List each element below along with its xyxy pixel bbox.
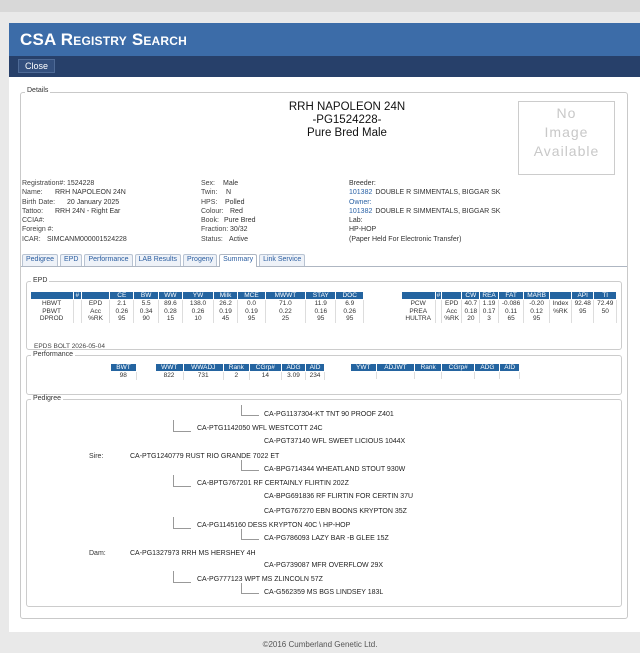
epd-right-cell: 1.19	[480, 300, 499, 308]
epd-left-header: Milk	[213, 292, 237, 300]
sire-label: Sire:	[89, 453, 104, 460]
epd-right-cell: Index	[549, 300, 571, 308]
sds-link[interactable]: CA-BPG714344 WHEATLAND STOUT 930W	[264, 466, 406, 473]
wean-header: AID	[306, 364, 325, 372]
epd-right-cell: Acc	[441, 308, 462, 316]
pedigree-connector	[173, 475, 191, 487]
epd-left-cell: 138.0	[183, 300, 214, 308]
epd-left-cell: 95	[336, 315, 364, 323]
breeder-info	[349, 179, 500, 244]
pedigree-connector	[173, 517, 191, 529]
tab-epd[interactable]: EPD	[60, 254, 82, 266]
tab-bar	[21, 254, 627, 267]
epd-right-header: REA	[480, 292, 499, 300]
weaning-table	[155, 363, 325, 380]
horse-registration-id: -PG1524228-	[312, 114, 382, 126]
owner-link[interactable]: 101382	[349, 207, 373, 215]
epd-left-cell: 6.9	[336, 300, 364, 308]
epd-left-cell: 45	[213, 315, 237, 323]
epd-right-cell: 0.12	[524, 308, 550, 316]
epd-left-header	[81, 292, 109, 300]
epd-left-header: BW	[134, 292, 158, 300]
wean-header: WWADJ	[183, 364, 223, 372]
info-value: Polled	[225, 198, 245, 206]
info-label: Registration#:	[22, 180, 66, 187]
info-value: 30/32	[230, 226, 248, 234]
sire-dam-link[interactable]: CA-BPTG767201 RF CERTAINLY FLIRTIN 202Z	[197, 480, 349, 487]
epd-left-cell: 15	[158, 315, 182, 323]
info-label: Book:	[201, 217, 219, 225]
performance-legend: Performance	[33, 351, 74, 358]
wean-cell: 3.09	[281, 372, 305, 380]
info-value: RRH 24N - Right Ear	[55, 207, 121, 215]
wean-cell: 731	[183, 372, 223, 380]
info-value: SIMCANM000001524228	[47, 235, 127, 243]
epd-left-cell: 95	[238, 315, 266, 323]
ssd-link[interactable]: CA-PGT37140 WFL SWEET LICIOUS 1044X	[264, 438, 406, 445]
bwt-header: BWT	[111, 364, 137, 372]
epd-left-cell: Acc	[81, 308, 109, 316]
epd-left-cell: 0.28	[158, 308, 182, 316]
epd-left-cell	[73, 300, 81, 308]
no-image-line: Available	[533, 143, 600, 159]
performance-section	[26, 351, 622, 395]
tab-progeny[interactable]: Progeny	[183, 254, 217, 266]
epd-right-header: FAT	[498, 292, 523, 300]
info-label: Colour:	[201, 207, 224, 215]
wean-cell: 2	[223, 372, 249, 380]
epd-right-header: CW	[462, 292, 480, 300]
epd-left-cell: 0.16	[306, 308, 336, 316]
year-cell	[442, 372, 475, 380]
lab-note: (Paper Held For Electronic Transfer)	[349, 235, 462, 243]
epd-left-header	[31, 292, 74, 300]
owner-name: DOUBLE R SIMMENTALS, BIGGAR SK	[375, 207, 501, 215]
year-cell	[415, 372, 442, 380]
info-value: 20 January 2025	[67, 198, 120, 206]
epd-left-cell: 11.9	[306, 300, 336, 308]
epd-left-cell: 89.6	[158, 300, 182, 308]
content-area	[9, 77, 640, 632]
year-header: Rank	[415, 364, 442, 372]
dam-sire-link[interactable]: CA-PG1145160 DESS KRYPTON 40C \ HP-HOP	[197, 522, 351, 529]
epd-footnote: EPDS BOLT 2026-05-04	[34, 343, 105, 350]
browser-top-strip	[0, 0, 640, 12]
dam-label: Dam:	[89, 550, 106, 557]
epd-right-cell: HULTRA	[402, 315, 436, 323]
sdd-link[interactable]: CA-BPG691836 RF FLIRTIN FOR CERTIN 37U	[264, 493, 414, 500]
info-label: Sex:	[201, 180, 216, 187]
epd-right-cell: 3	[480, 315, 499, 323]
epd-left-cell	[73, 308, 81, 316]
epd-left-cell: PBWT	[31, 308, 74, 316]
pedigree-section	[26, 395, 622, 607]
epd-left-cell: 90	[134, 315, 158, 323]
epd-left-header: DOC	[336, 292, 364, 300]
no-image-line: No	[556, 105, 577, 121]
epd-left-cell: 0.22	[265, 308, 305, 316]
epd-left-cell: 0.26	[110, 308, 134, 316]
dam-dam-link[interactable]: CA-PG777123 WPT MS ZLINCOLN 57Z	[197, 576, 323, 583]
pedigree-connector	[173, 571, 191, 583]
epd-left-header: CE	[110, 292, 134, 300]
wean-header: ADG	[281, 364, 305, 372]
info-label: Twin:	[201, 189, 218, 197]
epd-right-cell: -0.086	[498, 300, 523, 308]
tab-pedigree[interactable]: Pedigree	[22, 254, 58, 266]
tab-lab-results[interactable]: LAB Results	[135, 254, 182, 266]
epd-left-cell	[73, 315, 81, 323]
epd-right-header: TI	[594, 292, 617, 300]
epd-left-cell: 95	[110, 315, 134, 323]
info-value: N	[226, 189, 232, 197]
epd-right-cell: %RK	[441, 315, 462, 323]
epd-left-cell: 0.26	[183, 308, 214, 316]
epd-left-cell: 95	[306, 315, 336, 323]
sire-sire-link[interactable]: CA-PTG1142050 WFL WESTCOTT 24C	[197, 425, 323, 432]
epd-left-cell: HBWT	[31, 300, 74, 308]
registration-info	[22, 179, 127, 244]
epd-right-header: #	[436, 292, 441, 299]
epd-right-cell	[549, 315, 571, 323]
pedigree-connector	[173, 420, 191, 432]
bwt-value: 98	[111, 372, 137, 380]
epd-right-cell: 40.7	[462, 300, 480, 308]
wean-cell: 822	[156, 372, 184, 380]
epd-legend: EPD	[33, 277, 48, 284]
info-label: CCIA#:	[22, 217, 45, 225]
epd-left-cell: 0.34	[134, 308, 158, 316]
epd-right-cell: 20	[462, 315, 480, 323]
epd-right-cell: PREA	[402, 308, 436, 316]
epd-left-header: MWWT	[265, 292, 305, 300]
footer-copyright: ©2016 Cumberland Genetic Ltd.	[262, 640, 378, 649]
dam-link[interactable]: CA-PG1327973 RRH MS HERSHEY 4H	[130, 550, 256, 557]
epd-left-header: WW	[158, 292, 182, 300]
year-header: ADG	[475, 364, 500, 372]
epd-right-cell: 72.49	[594, 300, 617, 308]
info-label: ICAR:	[22, 235, 41, 243]
epd-left-cell: 10	[183, 315, 214, 323]
epd-left-cell: 0.19	[213, 308, 237, 316]
info-value	[53, 225, 55, 234]
epd-right-cell: %RK	[549, 308, 571, 316]
epd-right-header: API	[571, 292, 593, 300]
info-value	[53, 216, 55, 225]
info-value: RRH NAPOLEON 24N	[55, 189, 126, 197]
yearling-table	[350, 363, 520, 379]
info-label: Tattoo:	[22, 207, 44, 215]
horse-name: RRH NAPOLEON 24N	[288, 101, 406, 113]
lab-label: Lab:	[349, 217, 363, 225]
epd-left-header: MCE	[238, 292, 266, 300]
year-header: CGrp#	[442, 364, 475, 372]
epd-right-cell: PCW	[402, 300, 436, 308]
toolbar	[9, 56, 640, 77]
epd-right-cell	[571, 315, 593, 323]
epd-table-left	[30, 291, 364, 323]
wean-cell: 14	[249, 372, 281, 380]
year-header: AID	[500, 364, 520, 372]
epd-right-cell: -0.20	[524, 300, 550, 308]
epd-right-header	[441, 292, 462, 300]
epd-right-header: MARB	[524, 292, 550, 300]
epd-left-header: #	[73, 292, 81, 300]
details-legend: Details	[27, 87, 49, 94]
epd-right-cell: 92.48	[571, 300, 593, 308]
lab-value: HP-HOP	[349, 226, 377, 234]
pedigree-connector	[241, 529, 259, 540]
epd-left-cell: 5.5	[134, 300, 158, 308]
horse-breed-status: Pure Bred Male	[307, 127, 387, 139]
details-panel	[20, 87, 628, 619]
year-cell	[500, 372, 520, 380]
epd-right-cell: EPD	[441, 300, 462, 308]
info-label: Status:	[201, 235, 223, 243]
app-title: CSA Registry Search	[20, 30, 188, 49]
owner-label: Owner:	[349, 198, 372, 206]
breeder-name: DOUBLE R SIMMENTALS, BIGGAR SK	[375, 189, 501, 197]
info-label: HPS:	[201, 198, 218, 206]
pedigree-connector	[241, 405, 259, 416]
epd-right-cell: 0.17	[480, 308, 499, 316]
epd-right-cell: 65	[498, 315, 523, 323]
tab-performance[interactable]: Performance	[84, 254, 132, 266]
epd-left-cell: 0.26	[336, 308, 364, 316]
epd-left-cell: 71.0	[265, 300, 305, 308]
window-title	[9, 23, 640, 56]
info-value: Male	[223, 180, 239, 187]
close-button[interactable]: Close	[18, 59, 55, 73]
breeder-link[interactable]: 101382	[349, 189, 373, 197]
wean-cell: 234	[306, 372, 325, 380]
pedigree-legend: Pedigree	[33, 395, 62, 402]
dds-link[interactable]: CA-PG739087 MFR OVERFLOW 29X	[264, 562, 384, 569]
sss-link[interactable]: CA-PG1137304-KT TNT 90 PROOF Z401	[264, 411, 394, 418]
info-value: Pure Bred	[224, 217, 256, 225]
dsd-link[interactable]: CA-PG786093 LAZY BAR -B GLEE 15Z	[264, 535, 389, 542]
breeder-label: Breeder:	[349, 180, 376, 187]
epd-right-cell: 0.11	[498, 308, 523, 316]
epd-left-cell: EPD	[81, 300, 109, 308]
year-cell	[475, 372, 500, 380]
pedigree-connector	[241, 460, 259, 471]
pedigree-connector	[241, 583, 259, 594]
epd-right-header	[402, 292, 436, 300]
epd-left-cell: 2.1	[110, 300, 134, 308]
epd-right-cell	[594, 315, 617, 323]
epd-right-cell: 95	[571, 308, 593, 316]
epd-left-cell: 25	[265, 315, 305, 323]
wean-header: CGrp#	[249, 364, 281, 372]
epd-left-header: YW	[183, 292, 214, 300]
epd-right-cell: 50	[594, 308, 617, 316]
epd-table-right	[401, 291, 617, 323]
info-value: 1524228	[67, 180, 95, 187]
year-header: ADJWT	[376, 364, 415, 372]
info-value: Red	[230, 207, 243, 215]
epd-section	[26, 277, 622, 350]
no-image-line: Image	[544, 124, 589, 140]
tab-summary[interactable]: Summary	[219, 254, 257, 267]
tab-link-service[interactable]: Link Service	[259, 254, 305, 266]
info-label: Foreign #:	[22, 226, 54, 234]
info-value: Active	[229, 235, 249, 243]
epd-left-cell: %RK	[81, 315, 109, 323]
epd-right-cell: 95	[524, 315, 550, 323]
ddd-link[interactable]: CA-G562359 MS BGS LINDSEY 183L	[264, 589, 384, 596]
animal-info	[201, 179, 256, 244]
epd-left-cell: 0.19	[238, 308, 266, 316]
epd-right-header	[549, 292, 571, 300]
wean-header: WWT	[156, 364, 184, 372]
dss-link[interactable]: CA-PTG767270 EBN BOONS KRYPTON 35Z	[264, 508, 407, 515]
epd-left-header: STAY	[306, 292, 336, 300]
no-image-placeholder	[518, 101, 615, 175]
bwt-table	[110, 363, 137, 380]
epd-left-cell: 0.0	[238, 300, 266, 308]
info-label: Birth Date:	[22, 198, 56, 206]
year-header: YWT	[351, 364, 377, 372]
year-cell	[376, 372, 415, 380]
year-cell	[351, 372, 377, 380]
epd-left-cell: DPROD	[31, 315, 74, 323]
sire-link[interactable]: CA-PTG1240779 RUST RIO GRANDE 7022 ET	[130, 453, 280, 460]
wean-header: Rank	[223, 364, 249, 372]
info-label: Fraction:	[201, 226, 229, 234]
epd-right-cell: 0.18	[462, 308, 480, 316]
epd-left-cell: 26.2	[213, 300, 237, 308]
info-label: Name:	[22, 189, 43, 197]
